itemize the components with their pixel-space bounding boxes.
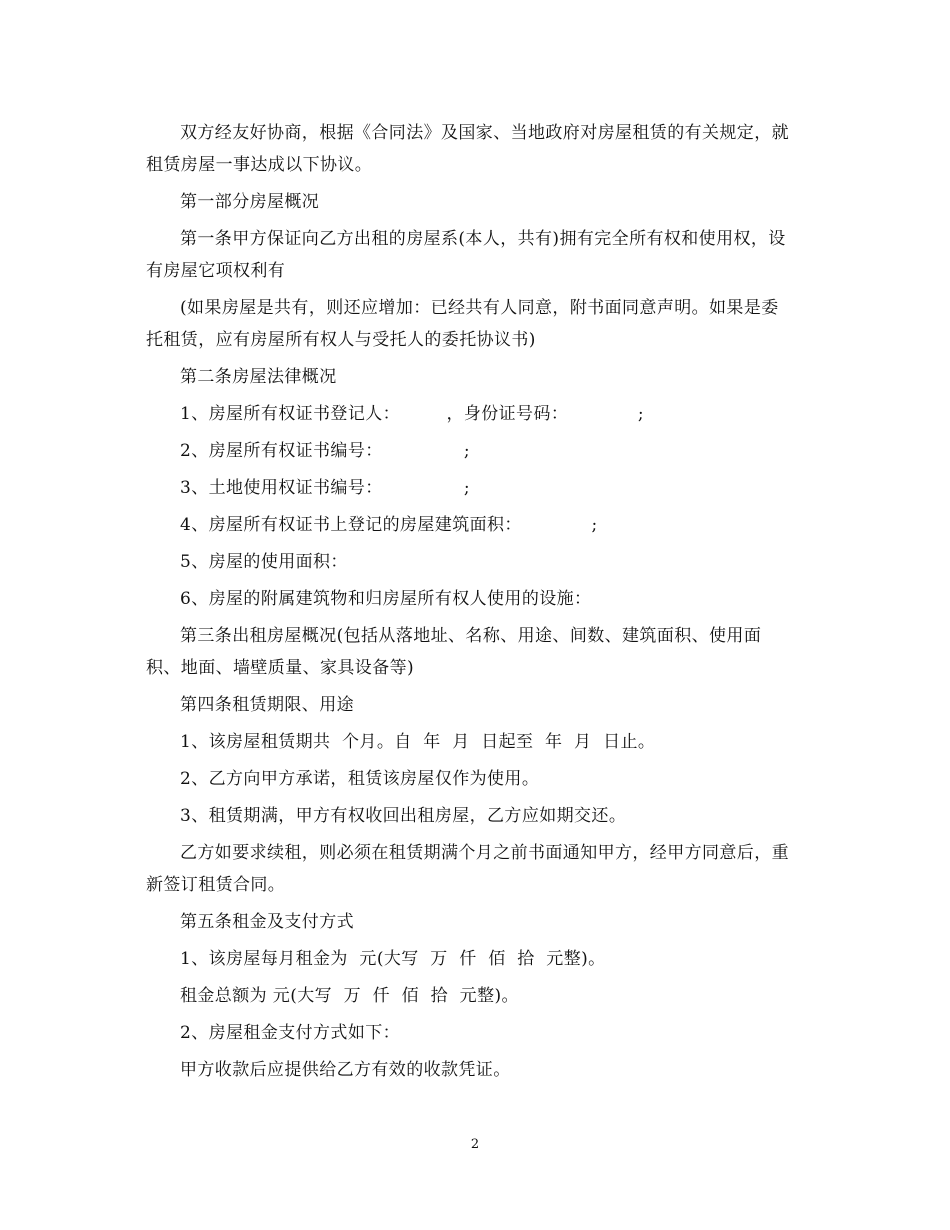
item-ancillary-facilities: 6、房屋的附属建筑物和归房屋所有权人使用的设施：: [180, 589, 592, 609]
document-body: [146, 117, 794, 1091]
paragraph-article-1: 第一条甲方保证向乙方出租的房屋系(本人，共有)拥有完全所有权和使用权，设有房屋它项权利有: [146, 229, 786, 281]
paragraph-intro: 双方经友好协商，根据《合同法》及国家、当地政府对房屋租赁的有关规定，就租赁房屋一事达成以下协议。: [146, 123, 789, 175]
paragraph-renewal: 乙方如要求续租，则必须在租赁期满个月之前书面通知甲方，经甲方同意后，重新签订租赁合同。: [146, 843, 789, 895]
item-payment-method: 2、房屋租金支付方式如下：: [180, 1023, 401, 1043]
item-land-certificate-number: 3、土地使用权证书编号： ;: [180, 478, 470, 498]
heading-part-one: 第一部分房屋概况: [180, 192, 320, 212]
heading-article-2: 第二条房屋法律概况: [180, 367, 337, 387]
item-total-rent: 租金总额为 元(大写 万 仟 佰 拾 元整)。: [180, 986, 519, 1006]
heading-article-4: 第四条租赁期限、用途: [180, 695, 354, 715]
item-monthly-rent: 1、该房屋每月租金为 元(大写 万 仟 佰 拾 元整)。: [180, 949, 606, 969]
item-lease-term: 1、该房屋租赁期共 个月。自 年 月 日起至 年 月 日止。: [180, 732, 656, 752]
paragraph-article-3: 第三条出租房屋概况(包括从落地址、名称、用途、间数、建筑面积、使用面积、地面、墙壁质量、家具设备等): [146, 626, 762, 678]
paragraph-co-ownership-note: (如果房屋是共有，则还应增加：已经共有人同意，附书面同意声明。如果是委托租赁，应有房屋所有权人与受托人的委托协议书): [146, 298, 779, 350]
item-owner-registration: 1、房屋所有权证书登记人： ，身份证号码： ;: [180, 404, 645, 424]
paragraph-receipt: 甲方收款后应提供给乙方有效的收款凭证。: [180, 1060, 511, 1080]
item-lease-expiry: 3、租赁期满，甲方有权收回出租房屋，乙方应如期交还。: [180, 806, 627, 826]
heading-article-5: 第五条租金及支付方式: [180, 912, 354, 932]
item-building-area: 4、房屋所有权证书上登记的房屋建筑面积： ;: [180, 515, 598, 535]
item-usable-area: 5、房屋的使用面积：: [180, 552, 348, 572]
item-ownership-certificate-number: 2、房屋所有权证书编号： ;: [180, 441, 470, 461]
page-number: 2: [470, 1137, 480, 1152]
item-lease-use: 2、乙方向甲方承诺，租赁该房屋仅作为使用。: [180, 769, 540, 789]
